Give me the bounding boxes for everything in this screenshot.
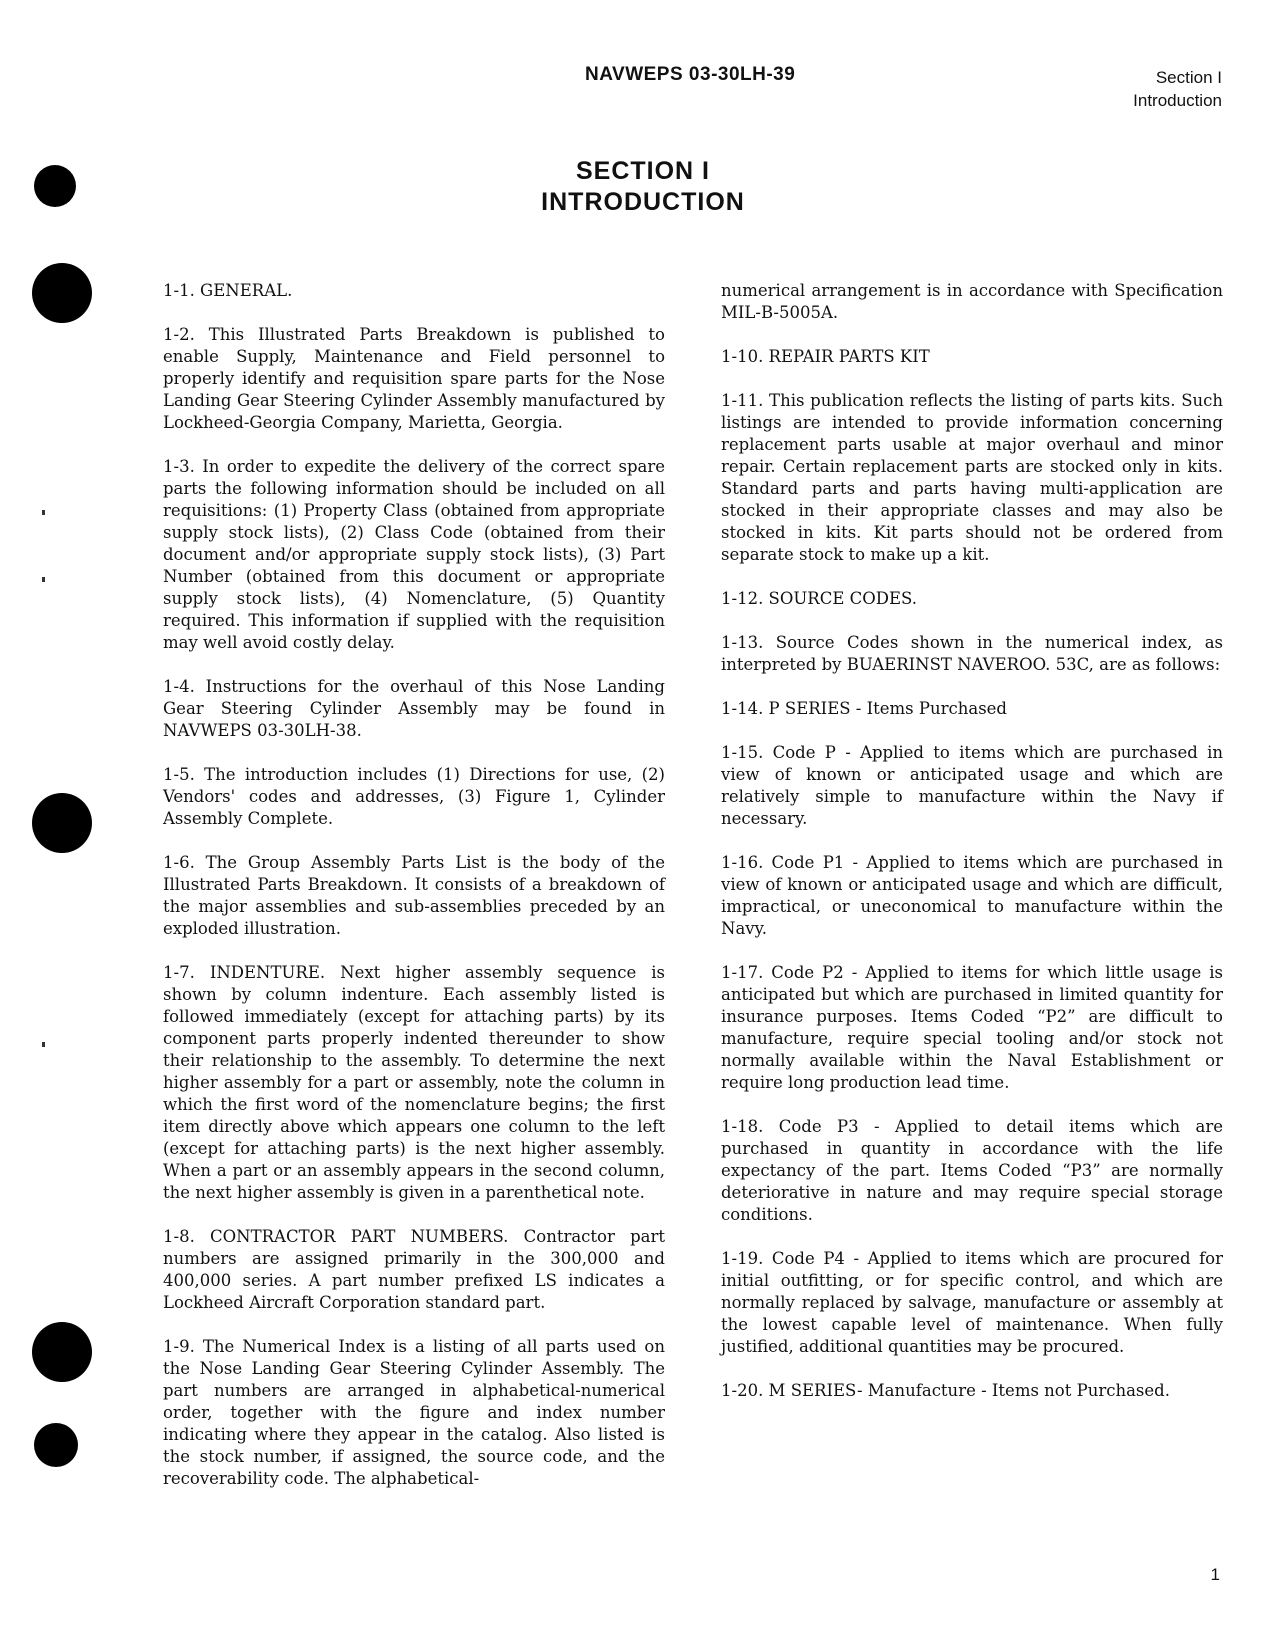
paragraph-1-10: 1-10. REPAIR PARTS KIT — [721, 347, 930, 366]
paragraph-1-7: 1-7. INDENTURE. Next higher assembly sequence is shown by column indenture. Each assembly listed is followed immediately (except for attaching parts) by its component parts properly indented thereunder to show their relationship to the assembly. To determine the next higher assembly for a part or assembly, note the column in which the first word of the nomenclature begins; the first item directly above which appears one column to the left (except for attaching parts) is the next higher assembly. When a part or an assembly appears in the second column, the next higher assembly is given in a parenthetical note. — [163, 963, 665, 1202]
paragraph-1-1: 1-1. GENERAL. — [163, 281, 293, 300]
paragraph-1-8: 1-8. CONTRACTOR PART NUMBERS. Contractor part numbers are assigned primarily in the 300,000 and 400,000 series. A part number prefixed LS indicates a Lockheed Aircraft Corporation standard part. — [163, 1227, 665, 1312]
paragraph-1-9: 1-9. The Numerical Index is a listing of all parts used on the Nose Landing Gear Steering Cylinder Assembly. The part numbers are arranged in alphabetical-numerical order, together with the figure and index number indicating where they appear in the catalog. Also listed is the stock number, if assigned, the source code, and the recoverability code. The alphabetical- — [163, 1337, 665, 1488]
paragraph-1-13: 1-13. Source Codes shown in the numerical index, as interpreted by BUAERINST NAVEROO. 53C, are as follows: — [721, 633, 1223, 674]
paragraph-1-19: 1-19. Code P4 - Applied to items which are procured for initial outfitting, or for specific control, and which are normally replaced by salvage, manufacture or assembly at the lowest capable level of maintenance. When fully justified, additional quantities may be procured. — [721, 1249, 1223, 1356]
paragraph-1-2: 1-2. This Illustrated Parts Breakdown is published to enable Supply, Maintenance and Field personnel to properly identify and requisition spare parts for the Nose Landing Gear Steering Cylinder Assembly manufactured by Lockheed-Georgia Company, Marietta, Georgia. — [163, 325, 665, 432]
punch-hole — [32, 263, 92, 323]
paragraph-1-3: 1-3. In order to expedite the delivery of the correct spare parts the following information should be included on all requisitions: (1) Property Class (obtained from appropriate supply stock lists), (2) Class Code (obtained from their document and/or appropriate supply stock lists), (3) Part Number (obtained from this document or appropriate supply stock lists), (4) Nomenclature, (5) Quantity required. This information if supplied with the requisition may well avoid costly delay. — [163, 457, 665, 652]
punch-hole — [32, 1322, 92, 1382]
section-title-line2: INTRODUCTION — [541, 188, 745, 216]
paragraph-1-5: 1-5. The introduction includes (1) Directions for use, (2) Vendors' codes and addresses, (3) Figure 1, Cylinder Assembly Complete. — [163, 765, 665, 828]
section-subtitle: Introduction — [1133, 91, 1222, 110]
margin-mark — [42, 577, 45, 582]
paragraph-1-11: 1-11. This publication reflects the listing of parts kits. Such listings are intended to provide information concerning replacement parts usable at major overhaul and minor repair. Certain replacement parts are stocked only in kits. Standard parts and parts having multi-application are stocked in their appropriate classes and may also be stocked in kits. Kit parts should not be ordered from separate stock to make up a kit. — [721, 391, 1223, 564]
paragraph-1-20: 1-20. M SERIES- Manufacture - Items not Purchased. — [721, 1381, 1170, 1400]
page-number: 1 — [1210, 1565, 1220, 1584]
paragraph-1-16: 1-16. Code P1 - Applied to items which are purchased in view of known or anticipated usage and which are difficult, impractical, or uneconomical to manufacture within the Navy. — [721, 853, 1223, 938]
paragraph-1-4: 1-4. Instructions for the overhaul of this Nose Landing Gear Steering Cylinder Assembly may be found in NAVWEPS 03-30LH-38. — [163, 677, 665, 740]
section-label: Section I — [1155, 68, 1222, 87]
section-title — [0, 156, 1286, 218]
paragraph-1-9-continued: numerical arrangement is in accordance with Specification MIL-B-5005A. — [721, 281, 1223, 322]
paragraph-1-14: 1-14. P SERIES - Items Purchased — [721, 699, 1007, 718]
left-column — [163, 280, 665, 1512]
punch-hole — [34, 1423, 78, 1467]
paragraph-1-12: 1-12. SOURCE CODES. — [721, 589, 918, 608]
paragraph-1-15: 1-15. Code P - Applied to items which are purchased in view of known or anticipated usage and which are relatively simple to manufacture within the Navy if necessary. — [721, 743, 1223, 828]
paragraph-1-6: 1-6. The Group Assembly Parts List is the body of the Illustrated Parts Breakdown. It consists of a breakdown of the major assemblies and sub-assemblies preceded by an exploded illustration. — [163, 853, 665, 938]
running-section-header — [1133, 66, 1222, 112]
document-number: NAVWEPS 03-30LH-39 — [585, 64, 796, 85]
margin-mark — [42, 1042, 45, 1047]
paragraph-1-18: 1-18. Code P3 - Applied to detail items which are purchased in quantity in accordance with the life expectancy of the part. Items Coded “P3” are normally deteriorative in nature and may require special storage conditions. — [721, 1117, 1223, 1224]
punch-hole — [32, 793, 92, 853]
paragraph-1-17: 1-17. Code P2 - Applied to items for which little usage is anticipated but which are purchased in limited quantity for insurance purposes. Items Coded “P2” are difficult to manufacture, require special tooling and/or stock not normally available within the Naval Establishment or require long production lead time. — [721, 963, 1223, 1092]
margin-mark — [42, 510, 45, 515]
section-title-line1: SECTION I — [575, 157, 710, 185]
right-column — [721, 280, 1223, 1424]
